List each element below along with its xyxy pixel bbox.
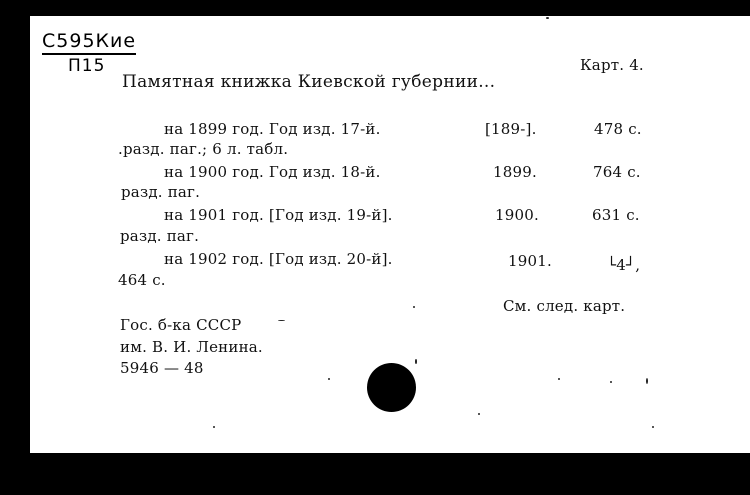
catalog-card <box>30 16 750 453</box>
entry-3-pages: 631 с. <box>592 206 640 224</box>
scan-speck <box>558 378 560 380</box>
entry-2-line2: разд. паг. <box>121 183 201 201</box>
scan-speck <box>278 320 285 321</box>
entry-4-pages: └4┘, <box>607 256 641 274</box>
handwritten-shelf-mark: C595Кие <box>42 30 136 55</box>
entry-4-line2: 464 с. <box>118 271 166 289</box>
entry-1-pages: 478 с. <box>594 120 642 138</box>
scan-speck <box>415 359 417 364</box>
entry-3-line2: разд. паг. <box>120 227 200 245</box>
scan-speck <box>328 378 330 380</box>
entry-2-date: 1899. <box>493 163 537 181</box>
scan-speck <box>646 378 648 384</box>
entry-1-line1: на 1899 год. Год изд. 17-й. <box>164 120 381 138</box>
entry-3-date: 1900. <box>495 206 539 224</box>
handwritten-sub-mark: П15 <box>68 56 106 76</box>
entry-2-pages: 764 с. <box>593 163 641 181</box>
scan-speck <box>413 306 415 308</box>
card-number: Карт. 4. <box>580 56 644 74</box>
scan-speck <box>610 381 612 383</box>
entry-4-line1: на 1902 год. [Год изд. 20-й]. <box>164 250 393 268</box>
card-title: Памятная книжка Киевской губернии... <box>122 72 496 92</box>
entry-1-line2: .разд. паг.; 6 л. табл. <box>118 140 289 158</box>
library-line-2: им. В. И. Ленина. <box>120 338 263 356</box>
entry-3-line1: на 1901 год. [Год изд. 19-й]. <box>164 206 393 224</box>
scan-speck <box>478 413 480 415</box>
see-next-card: См. след. карт. <box>503 297 626 315</box>
library-line-3: 5946 — 48 <box>120 359 204 377</box>
entry-4-date: 1901. <box>508 252 552 270</box>
scan-speck <box>652 426 654 428</box>
entry-1-date: [189-]. <box>485 120 537 138</box>
scan-speck <box>213 426 215 428</box>
entry-2-line1: на 1900 год. Год изд. 18-й. <box>164 163 381 181</box>
scan-speck <box>546 17 549 19</box>
library-line-1: Гос. б-ка СССР <box>120 316 242 334</box>
punch-hole <box>367 363 416 412</box>
